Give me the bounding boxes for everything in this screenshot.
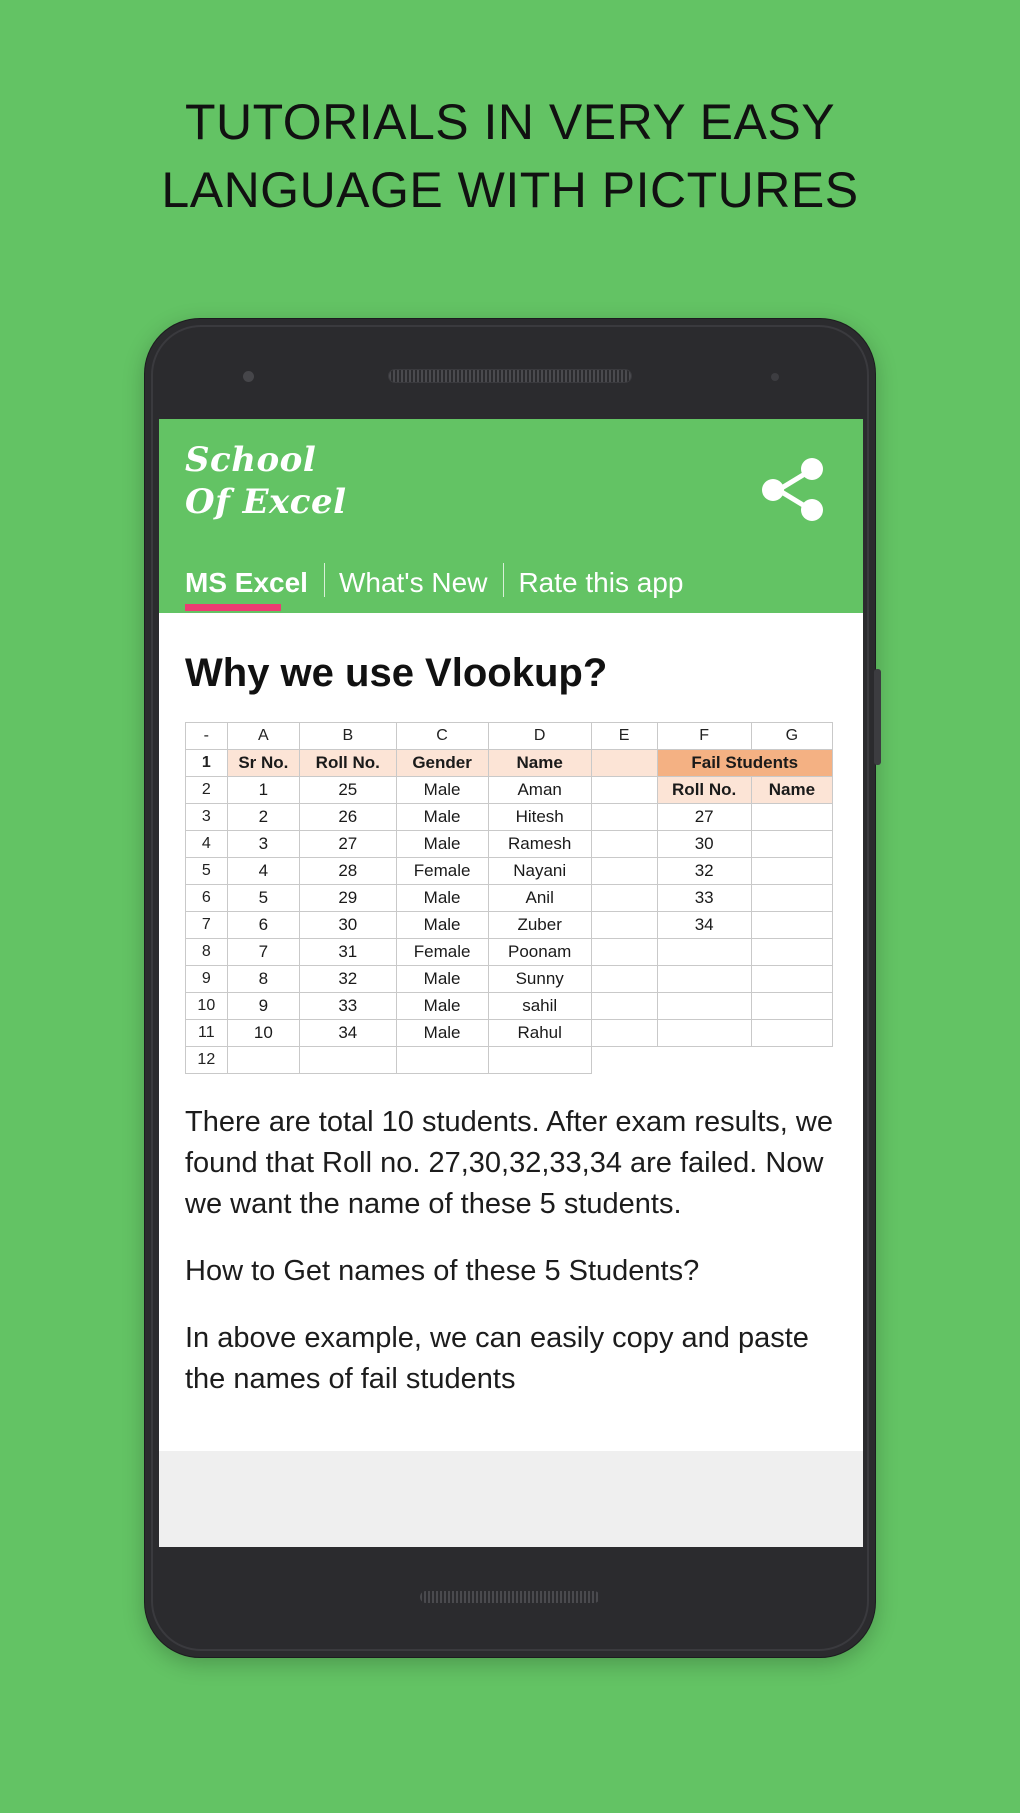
brand-line-1: School [185, 440, 317, 480]
tab-ms-excel-label: MS Excel [185, 567, 308, 598]
col-header-e: E [591, 723, 657, 750]
cell-b5: 28 [300, 858, 397, 885]
cell-g4 [751, 831, 832, 858]
cell-b2: 25 [300, 777, 397, 804]
cell-d10: sahil [488, 993, 591, 1020]
cell-b1: Roll No. [300, 750, 397, 777]
cell-e5 [591, 858, 657, 885]
row-number: 4 [186, 831, 228, 858]
cell-f9 [657, 966, 751, 993]
tab-separator-2 [503, 563, 504, 597]
cell-d4: Ramesh [488, 831, 591, 858]
promo-headline [0, 88, 1020, 224]
front-camera-icon [243, 371, 254, 382]
table-row [186, 912, 833, 939]
phone-bottom-speaker [420, 1591, 600, 1603]
cell-b9: 32 [300, 966, 397, 993]
phone-power-button [874, 669, 881, 765]
row-number: 2 [186, 777, 228, 804]
cell-c1: Gender [396, 750, 488, 777]
tab-whats-new[interactable] [339, 567, 502, 613]
cell-f8 [657, 939, 751, 966]
article-body [185, 1102, 837, 1400]
table-row [186, 804, 833, 831]
cell-d1: Name [488, 750, 591, 777]
cell-d9: Sunny [488, 966, 591, 993]
table-row [186, 1047, 833, 1074]
cell-d8: Poonam [488, 939, 591, 966]
cell-g5 [751, 858, 832, 885]
cell-b12 [300, 1047, 397, 1074]
cell-f7: 34 [657, 912, 751, 939]
cell-b4: 27 [300, 831, 397, 858]
cell-c8: Female [396, 939, 488, 966]
cell-b8: 31 [300, 939, 397, 966]
table-row [186, 858, 833, 885]
cell-c2: Male [396, 777, 488, 804]
cell-e9 [591, 966, 657, 993]
cell-c9: Male [396, 966, 488, 993]
cell-e11 [591, 1020, 657, 1047]
cell-c3: Male [396, 804, 488, 831]
cell-f2: Roll No. [657, 777, 751, 804]
table-row [186, 777, 833, 804]
cell-c7: Male [396, 912, 488, 939]
tab-whats-new-label: What's New [338, 567, 488, 598]
cell-f10 [657, 993, 751, 1020]
row-number: 10 [186, 993, 228, 1020]
cell-f5: 32 [657, 858, 751, 885]
col-header-c: C [396, 723, 488, 750]
table-row [186, 939, 833, 966]
share-icon[interactable] [753, 453, 831, 525]
page-title: Why we use Vlookup? [185, 651, 608, 695]
cell-g9 [751, 966, 832, 993]
cell-b11: 34 [300, 1020, 397, 1047]
cell-e8 [591, 939, 657, 966]
cell-g10 [751, 993, 832, 1020]
table-row [186, 993, 833, 1020]
cell-e7 [591, 912, 657, 939]
cell-f11 [657, 1020, 751, 1047]
row-number: 11 [186, 1020, 228, 1047]
col-header-d: D [488, 723, 591, 750]
row-number: 12 [186, 1047, 228, 1074]
article-content [159, 629, 863, 1547]
row-number: 5 [186, 858, 228, 885]
cell-d3: Hitesh [488, 804, 591, 831]
cell-c5: Female [396, 858, 488, 885]
cell-f6: 33 [657, 885, 751, 912]
cell-d6: Anil [488, 885, 591, 912]
cell-a7: 6 [227, 912, 299, 939]
cell-g6 [751, 885, 832, 912]
cell-e10 [591, 993, 657, 1020]
cell-c11: Male [396, 1020, 488, 1047]
app-screen [159, 419, 863, 1547]
proximity-sensor-icon [771, 373, 779, 381]
cell-d11: Rahul [488, 1020, 591, 1047]
cell-a5: 4 [227, 858, 299, 885]
phone-mockup [144, 318, 876, 1658]
app-header [159, 419, 863, 555]
paragraph-2: How to Get names of these 5 Students? [185, 1255, 700, 1287]
cell-e12 [591, 1047, 657, 1074]
table-row [186, 966, 833, 993]
sheet-corner: - [186, 723, 228, 750]
cell-e2 [591, 777, 657, 804]
table-row [186, 1020, 833, 1047]
cell-a3: 2 [227, 804, 299, 831]
cell-f3: 27 [657, 804, 751, 831]
row-number: 7 [186, 912, 228, 939]
row-number: 3 [186, 804, 228, 831]
cell-a6: 5 [227, 885, 299, 912]
cell-b7: 30 [300, 912, 397, 939]
cell-f12 [657, 1047, 751, 1074]
cell-g12 [751, 1047, 832, 1074]
headline-line-2: LANGUAGE WITH PICTURES [161, 162, 859, 218]
row-number: 1 [186, 750, 228, 777]
cell-g2: Name [751, 777, 832, 804]
app-logo [185, 439, 839, 523]
headline-line-1: TUTORIALS IN VERY EASY [184, 94, 836, 150]
cell-e4 [591, 831, 657, 858]
cell-f4: 30 [657, 831, 751, 858]
tab-separator-1 [324, 563, 325, 597]
phone-earpiece [388, 369, 632, 383]
table-column-header-row [186, 723, 833, 750]
cell-f1-fail-students: Fail Students [657, 750, 833, 777]
tab-ms-excel[interactable] [185, 567, 322, 613]
cell-d12 [488, 1047, 591, 1074]
cell-c4: Male [396, 831, 488, 858]
table-row [186, 831, 833, 858]
row-number: 9 [186, 966, 228, 993]
cell-c10: Male [396, 993, 488, 1020]
cell-a1: Sr No. [227, 750, 299, 777]
cell-d7: Zuber [488, 912, 591, 939]
cell-e1 [591, 750, 657, 777]
tab-bar [159, 539, 863, 613]
tab-rate-this-app-label: Rate this app [518, 567, 684, 598]
cell-a4: 3 [227, 831, 299, 858]
brand-line-2: Of Excel [185, 482, 347, 522]
cell-e3 [591, 804, 657, 831]
cell-a9: 8 [227, 966, 299, 993]
paragraph-1: There are total 10 students. After exam results, we found that Roll no. 27,30,32,33,34 are failed. Now we want the name of these 5 students. [185, 1106, 833, 1220]
cell-c12 [396, 1047, 488, 1074]
cell-d5: Nayani [488, 858, 591, 885]
cell-g3 [751, 804, 832, 831]
content-bottom-spacer [159, 1451, 863, 1547]
spreadsheet-table [185, 722, 833, 1074]
cell-a12 [227, 1047, 299, 1074]
row-number: 8 [186, 939, 228, 966]
col-header-a: A [227, 723, 299, 750]
row-number: 6 [186, 885, 228, 912]
cell-g8 [751, 939, 832, 966]
cell-b3: 26 [300, 804, 397, 831]
cell-b6: 29 [300, 885, 397, 912]
cell-a10: 9 [227, 993, 299, 1020]
cell-e6 [591, 885, 657, 912]
table-row [186, 885, 833, 912]
col-header-b: B [300, 723, 397, 750]
cell-a8: 7 [227, 939, 299, 966]
cell-b10: 33 [300, 993, 397, 1020]
col-header-g: G [751, 723, 832, 750]
col-header-f: F [657, 723, 751, 750]
paragraph-3: In above example, we can easily copy and paste the names of fail students [185, 1322, 809, 1395]
cell-c6: Male [396, 885, 488, 912]
cell-g7 [751, 912, 832, 939]
cell-d2: Aman [488, 777, 591, 804]
tab-rate-this-app[interactable] [518, 567, 697, 613]
table-row [186, 750, 833, 777]
cell-a11: 10 [227, 1020, 299, 1047]
cell-a2: 1 [227, 777, 299, 804]
cell-g11 [751, 1020, 832, 1047]
